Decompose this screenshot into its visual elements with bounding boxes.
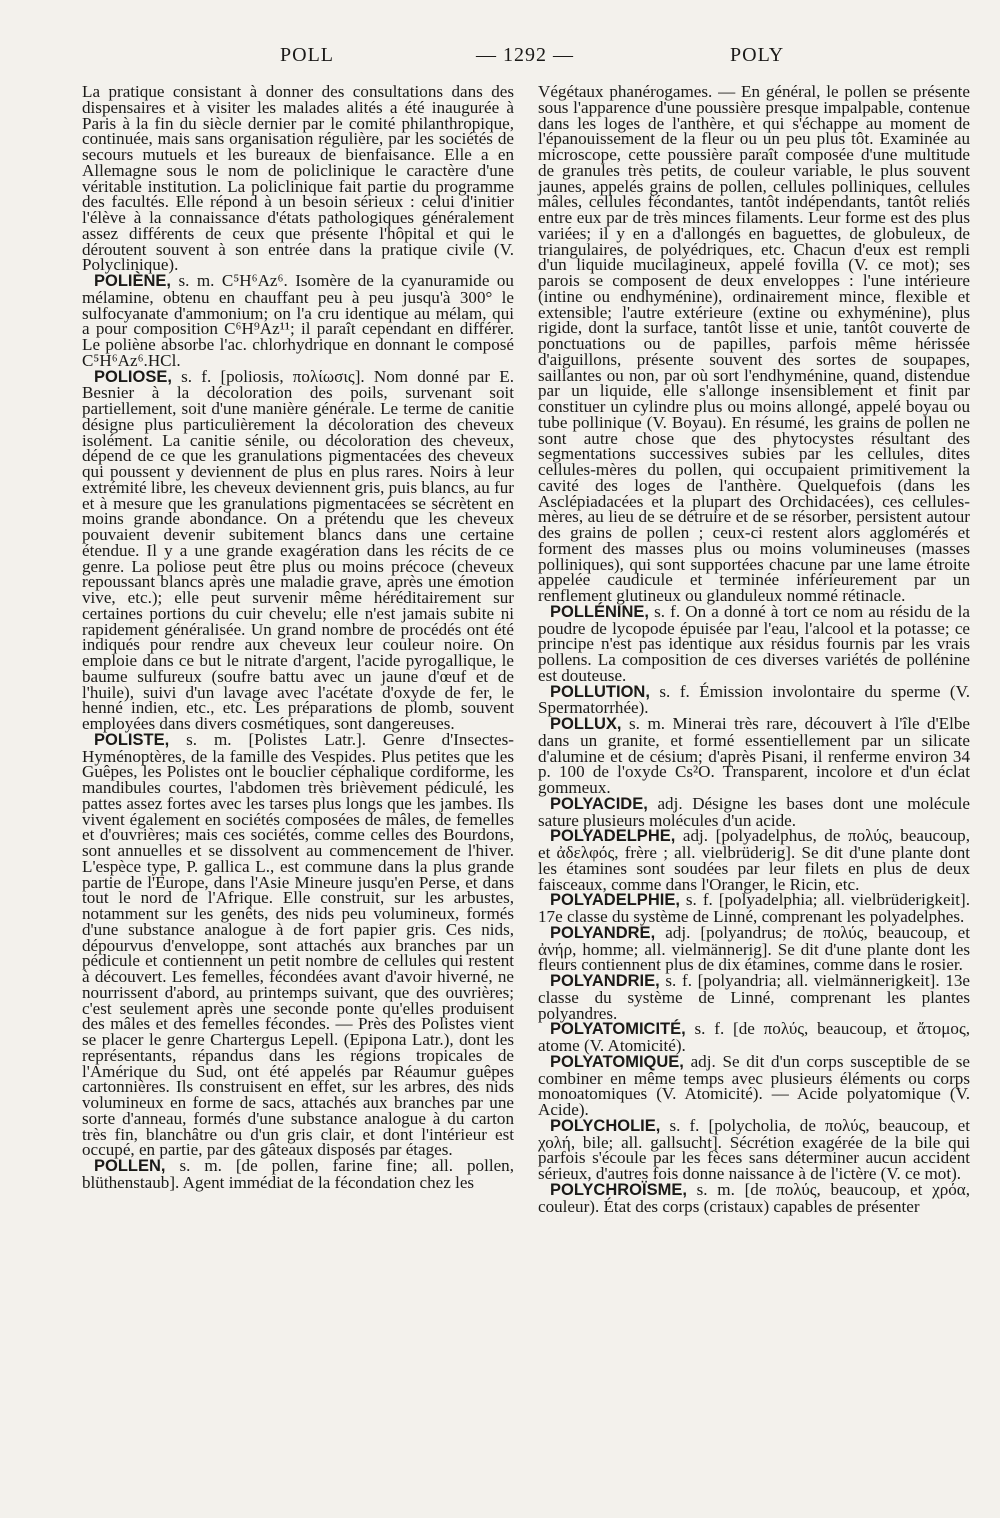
entry-text: s. m. C⁵H⁶Az⁶. Isomère de la cyanuramide ou mélamine, obtenu en chauffant peu à peu jusqu'à 300° le sulfocyanate d'ammonium; on l'a cru identique au mélam, qui a pour composition C⁶H⁹Az¹¹; il paraît cependant en différer. Le poliène absorbe l'ac. chlorhydrique en donnant le composé C⁵H⁶Az⁶.HCl. <box>82 271 514 370</box>
entry-headword: POLLEN, <box>94 1157 166 1175</box>
entry-headword: POLYANDRIE, <box>550 972 660 990</box>
running-head-left: POLL <box>280 44 334 66</box>
entry-text: adj. [polyadelphus, de πολύς, beaucoup, et ἀδελφός, frère ; all. vielbrüderig]. Se dit d'une plante dont les étamines sont soudées par leur filets en plus de deux faisceaux, comme dans l'Oranger, le Ricin, etc. <box>538 826 971 894</box>
dictionary-entry <box>82 1158 514 1191</box>
running-head-right: POLY <box>730 44 785 66</box>
dictionary-entry <box>538 892 970 925</box>
entry-headword: POLYADELPHIE, <box>550 891 680 910</box>
entry-text: s. f. [polyandria; all. vielmännerigkeit]. 13e classe du système de Linné, comprenant les plantes polyandres. <box>538 971 970 1023</box>
running-head <box>0 44 1000 74</box>
entry-headword: POLYATOMICITÉ, <box>550 1020 686 1039</box>
dictionary-entry <box>538 84 970 604</box>
entry-headword: POLIÈNE, <box>94 272 172 290</box>
entry-text: adj. Désigne les bases dont une molécule sature plusieurs molécules d'un acide. <box>538 793 970 830</box>
entry-text: s. m. [de πολύς, beaucoup, et χρόα, couleur). État des corps (cristaux) capables de présenter <box>538 1179 970 1216</box>
dictionary-entry <box>538 1021 970 1054</box>
dictionary-entry <box>82 273 514 369</box>
entry-headword: POLYATOMIQUE, <box>550 1052 684 1071</box>
page-number: — 1292 — <box>476 44 574 66</box>
entry-headword: POLYCHROÏSME, <box>550 1180 687 1199</box>
entry-text: s. f. [polycholia, de πολύς, beaucoup, et χολή, bile; all. gallsucht]. Sécrétion exagérée de la bile qui parfois s'écoule par les fèces sans déterminer aucun accident sérieux, d'autres fois donne naissance à de l'ictère (V. ce mot). <box>538 1115 970 1183</box>
entry-headword: POLYADELPHE, <box>550 827 676 846</box>
entry-headword: POLIOSE, <box>94 367 172 386</box>
right-column <box>538 84 970 1214</box>
dictionary-entry <box>538 793 970 830</box>
entry-text: s. m. [de pollen, farine fine; all. pollen, blüthenstaub]. Agent immédiat de la fécondation chez les <box>82 1156 514 1192</box>
entry-headword: POLYCHOLIE, <box>550 1116 661 1135</box>
entry-text: s. f. [poliosis, πολίωσις]. Nom donné par E. Besnier à la décoloration des poils, survenant soit partiellement, soit d'une manière générale. Le terme de canitie désigne plus particulièrement la décoloration des cheveux isolément. La canitie sénile, ou décoloration des cheveux, dépend de ce que les granulations pigmentacées des cheveux qui poussent y deviennent de plus en plus rares. Noirs à leur extrémité libre, les cheveux deviennent gris, puis blancs, au fur et à mesure que les granulations pigmentacées se sécrètent en moins grande abondance. On a prétendu que les cheveux pouvaient devenir subitement blancs dans une certaine étendue. Il y a une grande exagération dans les récits de ce genre. La poliose peut être plus ou moins précoce (cheveux repoussant blancs après une maladie grave, après une émotion vive, etc.); elle peut survenir même héréditairement sur certaines portions du cuir chevelu; elle n'est jamais subite ni rapidement généralisée. Un grand nombre de procédés ont été indiqués pour rendre aux cheveux leur couleur noire. On emploie dans ce but le nitrate d'argent, l'acide pyrogallique, le baume sulfureux (soufre battu avec un jaune d'œuf et de l'huile), suivi d'un lavage avec l'acétate d'oxyde de fer, le henné indien, etc., etc. Les préparations de plomb, souvent employées dans divers cosmétiques, sont dangereuses. <box>82 366 514 733</box>
dictionary-entry <box>538 828 970 892</box>
dictionary-entry <box>538 1051 970 1119</box>
left-column <box>82 84 514 1191</box>
entry-text: s. f. Émission involontaire du sperme (V. Spermatorrhée). <box>538 681 970 718</box>
entry-text: s. f. [de πολύς, beaucoup, et ἄτομος, atome (V. Atomicité). <box>538 1019 970 1055</box>
dictionary-entry <box>538 601 970 685</box>
entry-text: s. m. Minerai très rare, découvert à l'île d'Elbe dans un granite, et formé essentiellement par un silicate d'alumine et de césium; d'après Pisani, il renferme environ 34 p. 100 de l'oxyde Cs²O. Transparent, incolore et d'un éclat gommeux. <box>538 714 971 797</box>
entry-text: Végétaux phanérogames. — En général, le pollen se présente sous l'apparence d'une poussière presque impalpable, contenue dans les loges de l'anthère, et qui s'échappe au moment de l'épanouissement de la fleur ou un peu plus tôt. Examinée au microscope, cette poussière paraît composée d'une multitude de granules très petits, de couleur variable, le plus souvent jaunes, appelés grains de pollen, cellules polliniques, cellules mâles, cellules fécondantes, tantôt indépendants, tantôt reliés entre eux par de très minces filaments. Leur forme est des plus variées; il y en a d'allongés en baguettes, de globuleux, de triangulaires, de polyédriques, etc. Chacun d'eux est rempli d'un liquide mucilagineux, appelé fovilla (V. ce mot); ses parois se composent de deux enveloppes : l'une intérieure (intine ou endhyménine), ordinairement mince, flexible et extensible; l'autre extérieure (extine ou exhyménine), plus rigide, dont la surface, tantôt lisse et unie, tantôt couverte de ponctuations ou de papilles, parfois même hérissée d'aiguillons, présente souvent des sortes de soupapes, saillantes ou non, par où sort l'endhyménine, quand, distendue par un liquide, elle s'allonge insensiblement et finit par constituer un cylindre plus ou moins allongé, appelé boyau ou tube pollinique (V. Boyau). En résumé, les grains de pollen ne sont autre chose que des phytocystes résultant des segmentations successives subies par les cellules, dites cellules-mères du pollen, qui occupaient primitivement la cavité des loges de l'anthère. Quelquefois (dans les Asclépiadacées et la plupart des Orchidacées), ces cellules-mères, au lieu de se détruire et de se résorber, persistent autour des grains de pollen ; ceux-ci restent alors agglomérés et forment des masses plus ou moins volumineuses (masses polliniques), qui sont supportées chacune par une lame étroite appelée caudicule et terminée inférieurement par un renflement glutineux ou glanduleux nommé rétinacle. <box>538 82 970 605</box>
entry-headword: POLLUTION, <box>550 682 650 701</box>
entry-headword: POLYANDRE, <box>550 923 656 942</box>
entry-text: adj. Se dit d'un corps susceptible de se combiner en même temps avec plusieurs éléments ou corps monoatomiques (V. Atomicité). — Acide polyatomique (V. Acide). <box>538 1051 970 1119</box>
entry-headword: POLISTE, <box>94 730 170 749</box>
entry-headword: POLYACIDE, <box>550 794 648 813</box>
dictionary-entry <box>538 1179 970 1216</box>
dictionary-entry <box>538 681 970 718</box>
entry-headword: POLLÉNINE, <box>550 602 650 621</box>
entry-text: s. f. On a donné à tort ce nom au résidu de la poudre de lycopode épuisée par l'eau, l'alcool et la potasse; ce principe n'est pas identique aux résidus fournis par les vrais pollens. La composition de ces diverses variétés de pollénine est douteuse. <box>538 601 970 685</box>
dictionary-entry <box>538 716 970 796</box>
dictionary-entry <box>82 729 514 1160</box>
dictionary-entry <box>82 366 514 733</box>
entry-text: La pratique consistant à donner des consultations dans des dispensaires et à visiter les malades alités a été inaugurée à Paris à la fin du siècle dernier par le comité philanthropique, continuée, mais sans organisation régulière, par les sociétés de secours mutuels et les bureaux de bienfaisance. Elle a en Allemagne sous le nom de policlinique le caractère d'une véritable institution. La policlinique fait partie du programme des facultés. Elle répond à un besoin sérieux : celui d'initier l'élève à la connaissance d'états pathologiques généralement assez différents de ceux que présente l'hôpital et qui le déroutent souvent à son entrée dans la pratique civile (V. Polyclinique). <box>82 82 514 275</box>
dictionary-entry <box>538 973 970 1021</box>
dictionary-entry <box>82 84 514 273</box>
entry-text: s. m. [Polistes Latr.]. Genre d'Insectes-Hyménoptères, de la famille des Vespides. Plus petites que les Guêpes, les Polistes ont le bouclier céphalique cordiforme, les mandibules courtes, l'abdomen très brièvement pédiculé, les pattes assez fortes avec les tarses plus longs que les jambes. Ils vivent également en sociétés composées de mâles, de femelles et d'ouvrières; mais ces sociétés, comme celles des Bourdons, sont annuelles et se dissolvent au commencement de l'hiver. L'espèce type, P. gallica L., est commune dans la plus grande partie de l'Europe, dans l'Asie Mineure jusqu'en Perse, et dans tout le nord de l'Afrique. Elle construit, sur les arbustes, notamment sur les genêts, des nids peu volumineux, formés d'une substance analogue à de fort papier gris. Ces nids, dépourvus d'enveloppe, sont attachés aux branches par un pédicule et contiennent un petit nombre de cellules qui restent à découvert. Les femelles, fécondées avant d'avoir hiverné, ne nourrissent d'abord, au printemps suivant, que des ouvrières; c'est seulement après une seconde ponte qu'elles produisent des mâles et des femelles fécondes. — Près des Polistes vient se placer le genre Chartergus Lepell. (Epipona Latr.), dont les représentants, répandus dans les régions tropicales de l'Amérique du Sud, ont été appelés par Réaumur guêpes cartonnières. Ils construisent en effet, sur les arbres, des nids volumineux en forme de sacs, attachés aux branches par une sorte d'anneau, formés d'une substance analogue à du carton très fin, blanchâtre ou d'un gris clair, et dont l'intérieur est occupé, en partie, par des gâteaux disposés par étages. <box>82 729 514 1160</box>
entry-text: adj. [polyandrus; de πολύς, beaucoup, et ἀνήρ, homme; all. vielmännerig]. Se dit d'une plante dont les fleurs contiennent plus de dix étamines, comme dans le rosier. <box>538 922 970 975</box>
dictionary-entry <box>538 1115 970 1183</box>
entry-headword: POLLUX, <box>550 715 622 733</box>
dictionary-entry <box>538 922 970 975</box>
entry-text: s. f. [polyadelphia; all. vielbrüderigkeit]. 17e classe du système de Linné, comprenant les polyadelphes. <box>538 890 970 926</box>
